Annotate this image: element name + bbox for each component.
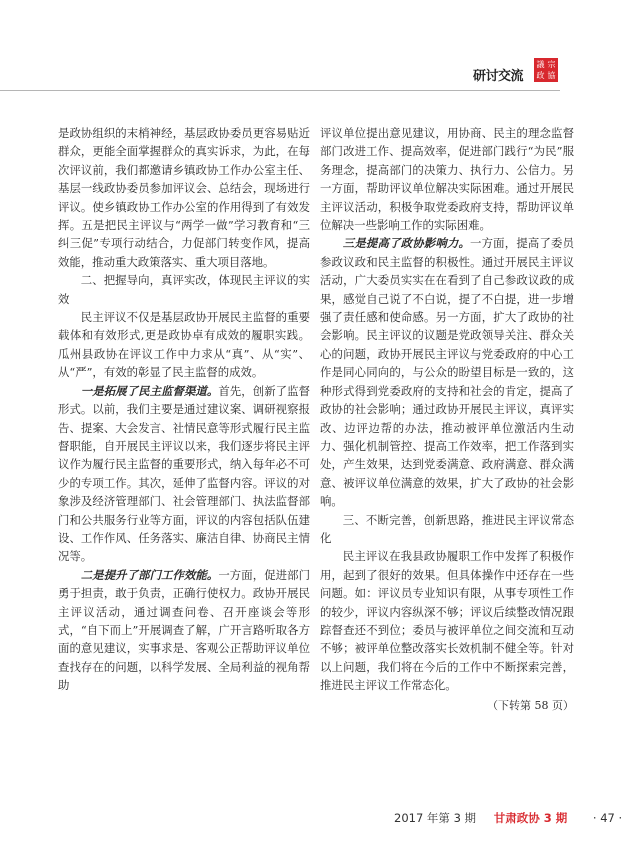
paragraph: 民主评议在我县政协履职工作中发挥了积极作用，起到了很好的效果。但具体操作中还存在一些问题。如：评议员专业知识有限，从事专项性工作的较少，评议内容纵深不够；评议后续整改情况跟踪督查还不到位；委员与被评单位之间交流和互动不够；被评单位整改落实长效机制不健全等。针对以上问题，我们将在今后的工作中不断探索完善，推进民主评议工作常态化。 (320, 549, 574, 693)
paragraph-lead: 三是提高了政协影响力。 (342, 236, 471, 251)
seal-char: 協 (547, 71, 556, 80)
left-column (58, 124, 310, 695)
column-title: 研讨交流 (473, 69, 524, 84)
page-number: · 47 · (592, 811, 623, 825)
paragraph: 是政协组织的末梢神经，基层政协委员更容易贴近群众，更能全面掌握群众的真实诉求，为此，在每次评议前，我们都邀请乡镇政协工作办公室主任、基层一线政协委员参加评议会、总结会，现场进行评议。使乡镇政协工作办公室的作用得到了有效发挥。五是把民主评议与“两学一做”学习教育和“三纠三促”专项行动结合，力促部门转变作风，提高效能，推动重大政策落实、重大项目落地。 (58, 126, 310, 269)
page-footer (394, 810, 622, 826)
right-column (320, 124, 574, 715)
paragraph (320, 234, 574, 510)
paragraph: 民主评议不仅是基层政协开展民主监督的重要载体和有效形式,更是政协卓有成效的履职实践。瓜州县政协在评议工作中力求从“真”、从“实”、从“严”，有效的彰显了民主监督的成效。 (58, 310, 310, 380)
paragraph (58, 382, 310, 566)
paragraph (58, 566, 310, 695)
paragraph-lead: 二是提升了部门工作效能。 (80, 567, 219, 582)
continued-note: （下转第 58 页） (487, 698, 574, 712)
header-divider (0, 90, 560, 91)
section-heading: 三、不断完善，创新思路，推进民主评议常态化 (320, 512, 574, 545)
paragraph-body: 一方面，促进部门勇于担责，敢于负责，正确行使权力。政协开展民主评议活动，通过调查问卷、召开座谈会等形式，“自下而上”开展调查了解，广开言路听取各方面的意见建议，实事求是、客观公正帮助评议单位查找存在的问题，以科学发展、全局利益的视角帮助 (58, 567, 310, 693)
magazine-brand: 甘肃政协 3 期 (493, 811, 568, 825)
seal-logo-icon (534, 58, 558, 82)
seal-char: 政 (536, 71, 545, 80)
issue-label: 2017 年第 3 期 (394, 811, 477, 825)
paragraph-body: 一方面，提高了委员参政议政和民主监督的积极性。通过开展民主评议活动，广大委员实实在在看到了自己参政议政的成果，感觉自己说了不白说，提了不白提，进一步增强了责任感和使命感。另一方面，扩大了政协的社会影响。民主评议的议题是党政领导关注、群众关心的问题，政协开展民主评议与党委政府的中心工作是同心同向的，与公众的盼望目标是一致的，这种形式得到党委政府的支持和社会的肯定，提高了政协的社会影响；通过政协开展民主评议，真评实改、边评边帮的办法，推动被评单位激活内生动力、强化机制管控、提高工作效率，把工作落到实处，产生效果，达到党委满意、政府满意、群众满意、被评议单位满意的效果，扩大了政协的社会影响。 (320, 236, 574, 509)
paragraph: 评议单位提出意见建议，用协商、民主的理念监督部门改进工作、提高效率，促进部门践行“为民”服务理念，提高部门的决策力、执行力、公信力。另一方面，帮助评议单位解决实际困难。通过开展民主评议活动，积极争取党委政府支持，帮助评议单位解决一些影响工作的实际困难。 (320, 126, 574, 233)
paragraph-lead: 一是拓展了民主监督渠道。 (80, 383, 219, 398)
seal-char: 議 (536, 60, 545, 69)
section-heading: 二、把握导向，真评实改，体现民主评议的实效 (58, 273, 310, 306)
seal-char: 宗 (547, 60, 556, 69)
paragraph-body: 首先，创新了监督形式。以前，我们主要是通过建议案、调研视察报告、提案、大会发言、社情民意等形式履行民主监督职能，自开展民主评议以来，我们逐步将民主评议作为履行民主监督的重要形式，纳入每年必不可少的专项工作。其次，延伸了监督内容。评议的对象涉及经济管理部门、社会管理部门、执法监督部门和公共服务行业等方面，评议的内容包括队伍建设、工作作风、任务落实、廉洁自律、协商民主情况等。 (58, 383, 310, 564)
